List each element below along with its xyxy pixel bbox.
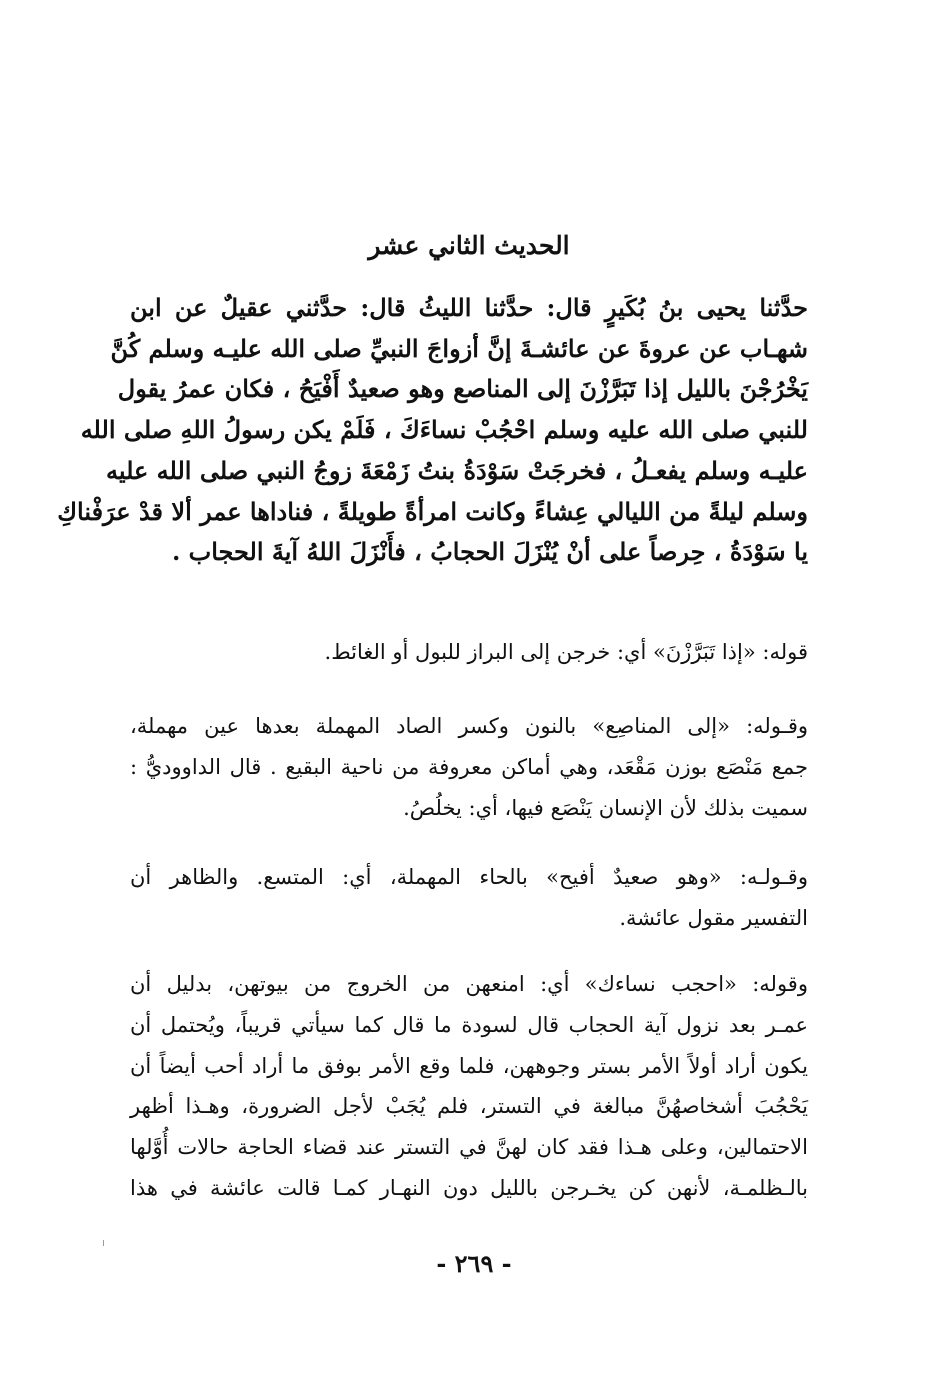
commentary-paragraph: [130, 857, 808, 939]
hadith-line: وسلم ليلةً من الليالي عِشاءً وكانت امرأةً طويلةً ، فناداها عمر ألا قدْ عرَفْناكِ: [57, 496, 808, 526]
hadith-line: للنبي صلى الله عليه وسلم احْجُبْ نساءَكَ ، فَلَمْ يكن رسولُ اللهِ صلى الله: [80, 415, 808, 445]
commentary-paragraph: [130, 964, 808, 1209]
commentary-line: التفسير مقول عائشة.: [619, 905, 808, 930]
hadith-line: عليـه وسلم يفعـلُ ، فخرجَتْ سَوْدَةُ بنتُ زَمْعَةَ زوجُ النبي صلى الله عليه: [105, 455, 808, 485]
commentary-line: وقوله: «احجب نساءك» أي: امنعهن من الخروج من بيوتهن، بدليل أن: [130, 972, 808, 996]
commentary-line: الاحتمالين، وعلى هـذا فقد كان لهنَّ في التستر عند قضاء الحاجة حالات أُوَّلها: [130, 1135, 808, 1160]
commentary-line: يكون أراد أولاً الأمر بستر وجوههن، فلما وقع الأمر بوفق ما أراد أحب أيضاً أن: [130, 1053, 808, 1078]
section-heading: الحديث الثاني عشر: [368, 231, 570, 260]
commentary-line: قوله: «إذا تَبَرَّزْنَ» أي: خرجن إلى البراز للبول أو الغائط.: [324, 640, 808, 664]
commentary-paragraph: [130, 632, 808, 673]
commentary-line: وقـوله: «إلى المناصِع» بالنون وكسر الصاد المهملة بعدها عين مهملة،: [130, 714, 808, 738]
page-number: - ٢٦٩ -: [436, 1249, 512, 1278]
hadith-line: شهـاب عن عروةَ عن عائشـةَ إنَّ أزواجَ النبيِّ صلى الله عليـه وسلم كُنَّ: [110, 333, 808, 363]
commentary-line: عمـر بعد نزول آية الحجاب قال لسودة ما قال كما سيأتي قريباً، ويُحتمل أن: [130, 1012, 808, 1037]
commentary-paragraph: [130, 706, 808, 828]
hadith-line: يا سَوْدَةُ ، حِرصاً على أنْ يُنْزَلَ الحجابُ ، فأَنْزَلَ اللهُ آيةَ الحجاب .: [171, 537, 808, 567]
hadith-line: حدَّثنا يحيى بنُ بُكَيرٍ قال: حدَّثنا الليثُ قال: حدَّثني عقيلٌ عن ابن: [130, 293, 808, 322]
scan-speck: [103, 1240, 104, 1246]
hadith-line: يَخْرُجْنَ بالليل إذا تَبَرَّزْنَ إلى المناصع وهو صعيدٌ أَفْيَحُ ، فكان عمرُ يقول: [117, 374, 808, 404]
commentary-line: بالـظلمـة، لأنهن كن يخـرجن بالليل دون النهـار كمـا قالت عائشة في هذا: [130, 1175, 808, 1200]
commentary-line: يَحْجُبَ أشخاصهُنَّ مبالغة في التستر، فلم يُجَبْ لأجل الضرورة، وهـذا أظهر: [130, 1094, 808, 1119]
commentary-line: جمع مَنْصَع بوزن مَقْعَد، وهي أماكن معروفة من ناحية البقيع . قال الداووديُّ :: [130, 754, 808, 779]
commentary-line: وقـولـه: «وهو صعيدٌ أفيح» بالحاء المهملة، أي: المتسع. والظاهر أن: [130, 865, 808, 889]
commentary-line: سميت بذلك لأن الإنسان يَنْصَع فيها، أي: يخلُصُ.: [403, 795, 808, 820]
hadith-text: [57, 288, 808, 573]
